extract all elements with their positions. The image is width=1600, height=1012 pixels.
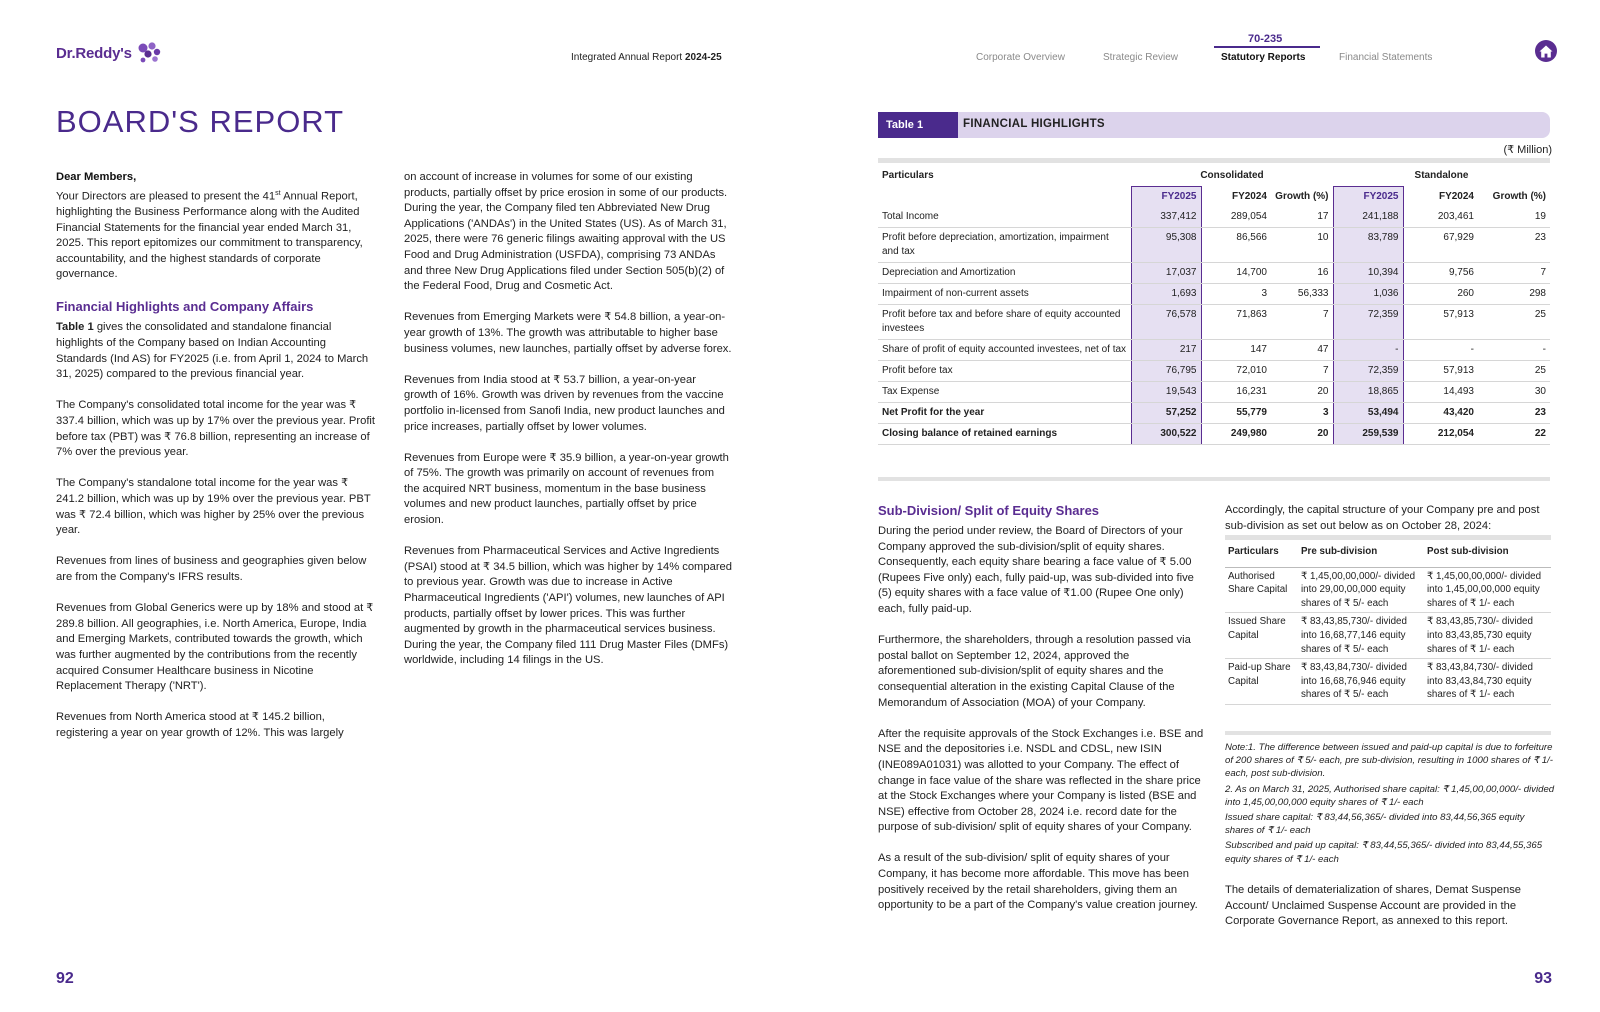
row-value: 7 (1271, 305, 1333, 340)
logo-molecule-icon (136, 41, 162, 65)
table1-col-header: Growth (%) (1275, 190, 1329, 202)
row-value: 57,913 (1403, 305, 1478, 340)
row-value: 249,980 (1201, 424, 1271, 445)
row-value: 10,394 (1333, 263, 1403, 284)
note-3: Issued share capital: ₹ 83,44,56,365/- divided into 83,44,56,365 equity shares of ₹ 1/- each (1225, 812, 1525, 837)
row-label: Tax Expense (878, 382, 1131, 403)
row-value: 241,188 (1333, 207, 1403, 228)
table1-label: Table 1 (878, 112, 958, 138)
page-heading: BOARD'S REPORT (56, 104, 345, 139)
capital-cell-pre: ₹ 83,43,84,730/- divided into 16,68,76,946 equity shares of ₹ 5/- each (1298, 659, 1424, 705)
row-value: 17,037 (1131, 263, 1201, 284)
capital-table-body (1225, 567, 1551, 704)
row-value: - (1478, 340, 1550, 361)
table1-paragraph (56, 320, 378, 382)
capital-structure-table (1225, 541, 1551, 705)
table-row (878, 305, 1550, 340)
row-value: 337,412 (1131, 207, 1201, 228)
intro-text-a: Your Directors are pleased to present the 41 (56, 190, 276, 203)
capital-cell-label: Paid-up Share Capital (1225, 659, 1298, 705)
row-value: 300,522 (1131, 424, 1201, 445)
row-value: 217 (1131, 340, 1201, 361)
nav-active-underline (1214, 46, 1320, 48)
row-label: Depreciation and Amortization (878, 263, 1131, 284)
row-value: - (1403, 340, 1478, 361)
intro-paragraph (56, 186, 378, 283)
nav-corporate-overview[interactable]: Corporate Overview (976, 52, 1065, 63)
row-value: 55,779 (1201, 403, 1271, 424)
row-value: 72,359 (1333, 305, 1403, 340)
row-value: 203,461 (1403, 207, 1478, 228)
row-value: 9,756 (1403, 263, 1478, 284)
row-label: Profit before tax and before share of equity accounted investees (878, 305, 1131, 340)
split-subheading: Sub-Division/ Split of Equity Shares (878, 503, 1100, 518)
row-value: 47 (1271, 340, 1333, 361)
row-value: 22 (1478, 424, 1550, 445)
row-value: 57,913 (1403, 361, 1478, 382)
capital-notes (1225, 741, 1555, 866)
row-value: 1,693 (1131, 284, 1201, 305)
table1-col-header: FY2025 (1333, 187, 1403, 208)
company-logo (56, 41, 162, 65)
home-button[interactable] (1535, 40, 1557, 62)
table1-col-header: FY2024 (1438, 190, 1474, 202)
row-value: 7 (1271, 361, 1333, 382)
capital-cell-label: Authorised Share Capital (1225, 567, 1298, 613)
row-value: 20 (1271, 382, 1333, 403)
row-value: 17 (1271, 207, 1333, 228)
row-value: 56,333 (1271, 284, 1333, 305)
row-value: 53,494 (1333, 403, 1403, 424)
row-label: Closing balance of retained earnings (878, 424, 1131, 445)
row-value: - (1333, 340, 1403, 361)
capital-cell-pre: ₹ 83,43,85,730/- divided into 16,68,77,146 equity shares of ₹ 5/- each (1298, 613, 1424, 659)
row-value: 43,420 (1403, 403, 1478, 424)
row-value: 25 (1478, 305, 1550, 340)
split-paragraph-1: During the period under review, the Board of Directors of your Company approved the sub-division/split of equity shares. Consequently, each equity share bearing a face value of ₹ 5.00 (Rupees Five only) each, fully paid-up, was sub-divided into five (5) equity shares with a face value of ₹1.00 (Rupee One only) each, fully paid-up. (878, 525, 1194, 615)
row-value: 1,036 (1333, 284, 1403, 305)
row-value: 10 (1271, 228, 1333, 263)
left-column-1 (56, 170, 378, 757)
table1-paragraph-text: gives the consolidated and standalone financial highlights of the Company based on Indian Accounting Standards (Ind AS) for FY2025 (i.e. from April 1, 2024 to March 31, 2025) compared to the previous financial year. (56, 321, 369, 381)
table1-standalone-header: Standalone (1414, 170, 1469, 181)
financial-highlights-subheading: Financial Highlights and Company Affairs (56, 299, 314, 315)
emerging-markets-paragraph: Revenues from Emerging Markets were ₹ 54.8 billion, a year-on-year growth of 13%. The growth was attributable to higher base business volumes, new launches, partially offset by adverse forex. (404, 311, 732, 355)
logo-text: Dr.Reddy's (56, 44, 132, 62)
capital-cell-label: Issued Share Capital (1225, 613, 1298, 659)
table1-col-header: Growth (%) (1492, 190, 1546, 202)
europe-paragraph: Revenues from Europe were ₹ 35.9 billion, a year-on-year growth of 75%. The growth was primarily on account of revenues from the acquired NRT business, momentum in the base business volumes and new product launches, partially offset by price erosion. (404, 451, 729, 527)
row-value: 16,231 (1201, 382, 1271, 403)
capital-cell-post: ₹ 83,43,84,730/- divided into 83,43,84,730 equity shares of ₹ 1/- each (1424, 659, 1551, 705)
capital-header-pre: Pre sub-division (1298, 541, 1424, 567)
row-value: 147 (1201, 340, 1271, 361)
row-value: 259,539 (1333, 424, 1403, 445)
row-value: 72,010 (1201, 361, 1271, 382)
capital-table-header (1225, 541, 1551, 567)
capital-intro: Accordingly, the capital structure of your Company pre and post sub-division as set out below as on October 28, 2024: (1225, 504, 1540, 532)
table1-top-rule (878, 158, 1550, 163)
consolidated-paragraph: The Company's consolidated total income for the year was ₹ 337.4 billion, which was up by 17% over the previous year. Profit before tax (PBT) was ₹ 76.8 billion, representing an increase of 7% over the previous year. (56, 399, 376, 459)
row-value: 212,054 (1403, 424, 1478, 445)
capital-header-post: Post sub-division (1424, 541, 1551, 567)
table-row (878, 361, 1550, 382)
demat-paragraph: The details of dematerialization of shares, Demat Suspense Account/ Unclaimed Suspense Account are provided in the Corporate Governance Report, as annexed to this report. (1225, 884, 1522, 928)
row-label: Impairment of non-current assets (878, 284, 1131, 305)
row-value: 19 (1478, 207, 1550, 228)
row-value: 86,566 (1201, 228, 1271, 263)
table-row (878, 284, 1550, 305)
table1-body (878, 207, 1550, 445)
table1-consolidated-header: Consolidated (1200, 170, 1264, 181)
table1-unit: (₹ Million) (1503, 144, 1552, 156)
split-paragraph-4: As a result of the sub-division/ split of equity shares of your Company, it has become more affordable. This move has been positively received by the retail shareholders, giving them an opportunity to be a part of the Company's value creation journey. (878, 852, 1198, 912)
row-value: 95,308 (1131, 228, 1201, 263)
capital-row (1225, 613, 1551, 659)
row-value: 298 (1478, 284, 1550, 305)
north-america-continued-paragraph: on account of increase in volumes for some of our existing products, partially offset by price erosion in some of our products. During the year, the Company filed ten Abbreviated New Drug Applications ('ANDAs') in the United States (US). As of March 31, 2025, there were 76 generic filings awaiting approval with the US Food and Drug Administration (USFDA), comprising 73 ANDAs and three New Drug Applications filed under Section 505(b)(2) of the Federal Food, Drug and Cosmetic Act. (404, 171, 728, 293)
salutation: Dear Members, (56, 171, 137, 183)
row-value: 72,359 (1333, 361, 1403, 382)
row-value: 30 (1478, 382, 1550, 403)
table1-blank-header (878, 187, 1131, 208)
table-row (878, 340, 1550, 361)
capital-row (1225, 659, 1551, 705)
row-value: 23 (1478, 403, 1550, 424)
note-2: 2. As on March 31, 2025, Authorised share capital: ₹ 1,45,00,00,000/- divided into 1,45,00,00,000 equity shares of ₹ 1/- each (1225, 783, 1555, 808)
row-value: 260 (1403, 284, 1478, 305)
table1-group-header (878, 166, 1550, 187)
row-value: 14,700 (1201, 263, 1271, 284)
row-value: 25 (1478, 361, 1550, 382)
report-title-prefix: Integrated Annual Report (571, 52, 685, 63)
table1-bottom-rule (878, 477, 1550, 481)
capital-table-top-rule (1225, 535, 1551, 540)
table1-title: FINANCIAL HIGHLIGHTS (963, 118, 1105, 130)
nav-page-range: 70-235 (1248, 33, 1283, 45)
india-paragraph: Revenues from India stood at ₹ 53.7 billion, a year-on-year growth of 16%. Growth was driven by revenues from the vaccine portfolio in-licensed from Sanofi India, new product launches and price increases, partially offset by lower volumes. (404, 373, 725, 433)
row-value: 20 (1271, 424, 1333, 445)
capital-header-particulars: Particulars (1225, 541, 1298, 567)
row-label: Net Profit for the year (878, 403, 1131, 424)
row-label: Profit before tax (878, 361, 1131, 382)
row-value: 23 (1478, 228, 1550, 263)
financial-highlights-table (878, 166, 1550, 445)
table1-col-header: FY2024 (1231, 190, 1267, 202)
capital-table-bottom-rule (1225, 731, 1551, 735)
split-paragraph-3: After the requisite approvals of the Stock Exchanges i.e. BSE and NSE and the depositories i.e. NSDL and CDSL, new ISIN (INE089A01031) was allotted to your Company. The effect of change in face value of the share was reflected in the share price at the Stock Exchanges where your Company is listed (BSE and NSE) effective from October 28, 2024 i.e. record date for the purpose of sub-division/ split of equity shares of your Company. (878, 727, 1204, 834)
lines-of-business-paragraph: Revenues from lines of business and geographies given below are from the Company's IFRS results. (56, 555, 367, 583)
table-row (878, 228, 1550, 263)
table1-column-header (878, 187, 1550, 208)
nav-strategic-review[interactable]: Strategic Review (1103, 52, 1179, 63)
table-row (878, 207, 1550, 228)
split-paragraph-2: Furthermore, the shareholders, through a resolution passed via postal ballot on September 12, 2024, approved the aforementioned sub-division/split of equity shares and the consequential alteration in the existing Capital Clause of the Memorandum of Association (MOA) of your Company. (878, 634, 1191, 709)
capital-row (1225, 567, 1551, 613)
nav-financial-statements[interactable]: Financial Statements (1339, 52, 1433, 63)
row-value: 7 (1478, 263, 1550, 284)
row-value: 71,863 (1201, 305, 1271, 340)
capital-cell-post: ₹ 83,43,85,730/- divided into 83,43,85,730 equity shares of ₹ 1/- each (1424, 613, 1551, 659)
capital-cell-pre: ₹ 1,45,00,00,000/- divided into 29,00,00,000 equity shares of ₹ 5/- each (1298, 567, 1424, 613)
global-generics-paragraph: Revenues from Global Generics were up by 18% and stood at ₹ 289.8 billion. All geographies, i.e. North America, Europe, India and Emerging Markets, contributed towards the growth, which was further augmented by the contributions from the recently acquired Consumer Healthcare business in Nicotine Replacement Therapy ('NRT'). (56, 602, 374, 693)
row-value: 3 (1271, 403, 1333, 424)
table-row (878, 403, 1550, 424)
row-value: 76,578 (1131, 305, 1201, 340)
table-row (878, 263, 1550, 284)
row-value: 289,054 (1201, 207, 1271, 228)
report-title (571, 52, 722, 63)
row-value: 67,929 (1403, 228, 1478, 263)
note-4: Subscribed and paid up capital: ₹ 83,44,55,365/- divided into 83,44,55,365 equity shares of ₹ 1/- each (1225, 840, 1543, 865)
page-number-left: 92 (56, 970, 74, 987)
row-label: Share of profit of equity accounted investees, net of tax (878, 340, 1131, 361)
report-title-year: 2024-25 (684, 52, 722, 63)
row-value: 18,865 (1333, 382, 1403, 403)
table1-particulars-header: Particulars (882, 170, 934, 181)
split-section-column (878, 502, 1208, 929)
row-value: 16 (1271, 263, 1333, 284)
row-value: 76,795 (1131, 361, 1201, 382)
table-row (878, 424, 1550, 445)
page-number-right: 93 (1534, 970, 1552, 987)
psai-paragraph: Revenues from Pharmaceutical Services and Active Ingredients (PSAI) stood at ₹ 34.5 billion, which was higher by 14% compared to previous year. Growth was due to increase in Active Pharmaceutical Ingredients ('API') volumes, new launches of API products, partially offset by lower prices. This was further augmented by growth in the pharmaceutical services business. During the year, the Company filed 111 Drug Master Files (DMFs) worldwide, including 14 filings in the US. (404, 545, 732, 667)
north-america-paragraph: Revenues from North America stood at ₹ 145.2 billion, registering a year on year growth of 12%. This was largely (56, 711, 344, 739)
row-value: 3 (1201, 284, 1271, 305)
row-value: 14,493 (1403, 382, 1478, 403)
intro-superscript: st (275, 189, 281, 197)
intro-text-b: Annual Report, highlighting the Business Performance along with the Audited Financial Statements for the financial year ended March 31, 2025. This report epitomizes our commitment to transparency, accountability, and the highest standards of corporate governance. (56, 190, 363, 281)
row-label: Total Income (878, 207, 1131, 228)
nav-statutory-reports[interactable]: Statutory Reports (1221, 52, 1306, 63)
table-row (878, 382, 1550, 403)
table1-reference: Table 1 (56, 321, 94, 334)
table1-col-header: FY2025 (1131, 187, 1201, 208)
home-icon (1539, 45, 1553, 58)
row-value: 19,543 (1131, 382, 1201, 403)
row-label: Profit before depreciation, amortization, impairment and tax (878, 228, 1131, 263)
left-column-2 (404, 170, 732, 685)
standalone-paragraph: The Company's standalone total income for the year was ₹ 241.2 billion, which was up by 19% over the previous year. PBT was ₹ 72.4 billion, which was higher by 25% over the previous year. (56, 477, 371, 537)
row-value: 57,252 (1131, 403, 1201, 424)
note-1: Note:1. The difference between issued and paid-up capital is due to forfeiture of 200 shares of ₹ 5/- each, pre sub-division, resulting in 1000 shares of ₹ 1/- each, post sub-division. (1225, 742, 1553, 780)
row-value: 83,789 (1333, 228, 1403, 263)
capital-cell-post: ₹ 1,45,00,00,000/- divided into 1,45,00,00,000 equity shares of ₹ 1/- each (1424, 567, 1551, 613)
